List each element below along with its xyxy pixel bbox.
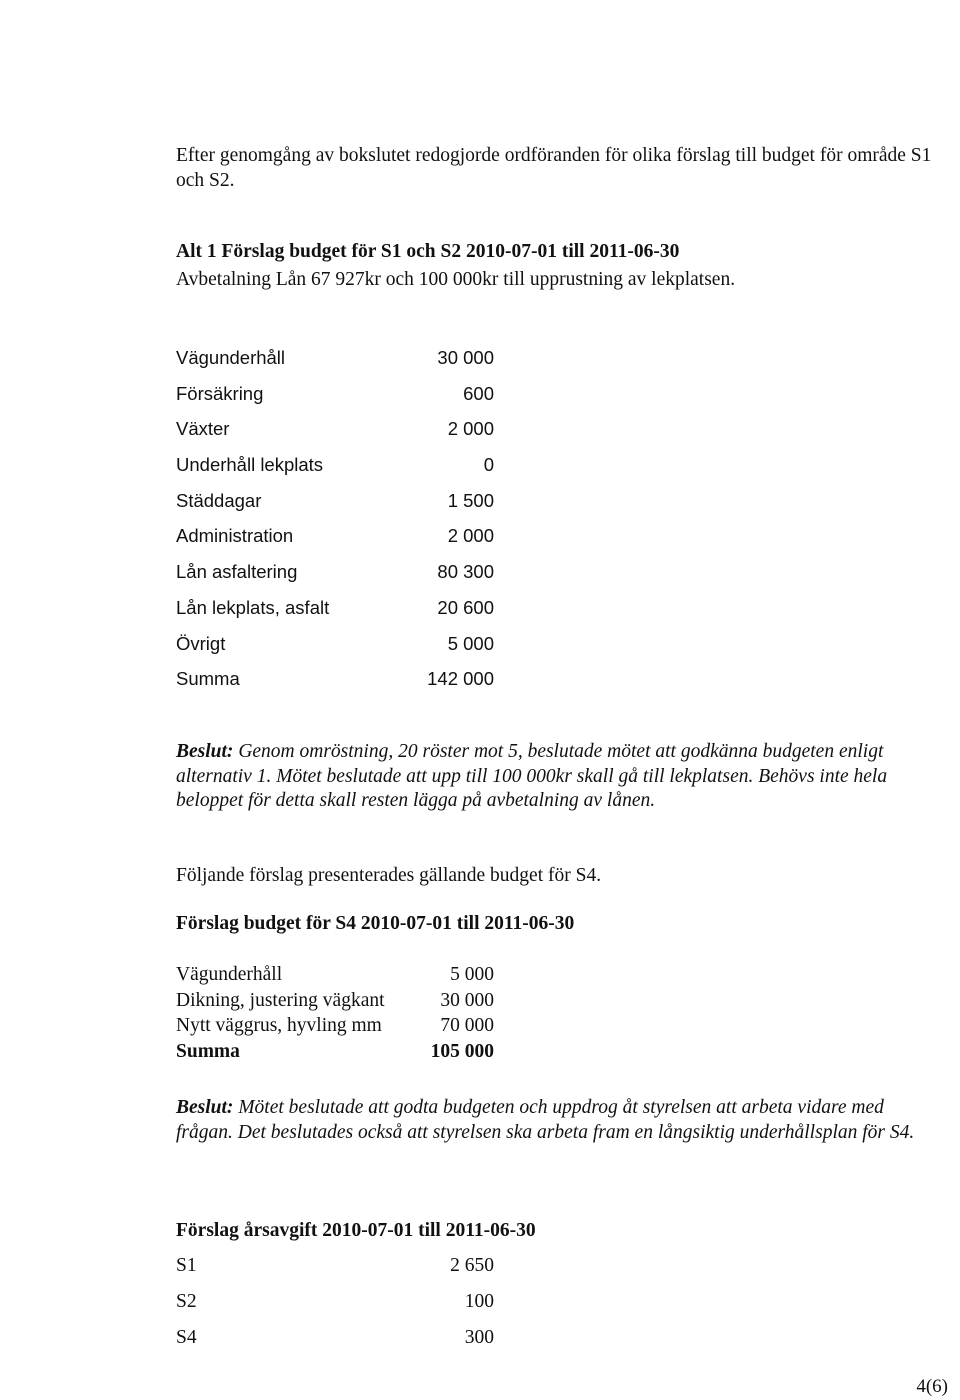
budget-item-name: Städdagar (176, 489, 262, 511)
budget-item-name: Vägunderhåll (176, 964, 283, 985)
budget-item-name: Underhåll lekplats (176, 454, 324, 476)
budget-item-name: Dikning, justering vägkant (176, 989, 385, 1011)
fee-area-name: S1 (176, 1255, 197, 1276)
budget-total-value: 142 000 (427, 668, 494, 690)
budget-item-value: 30 000 (437, 347, 494, 368)
page-number: 4(6) (916, 1376, 948, 1397)
decision-label: Beslut: (176, 741, 234, 762)
fee-area-name: S2 (176, 1291, 197, 1312)
fee-row (176, 1253, 506, 1289)
budget-row (176, 962, 506, 988)
budget-row (176, 451, 506, 487)
budget-item-value: 20 600 (437, 596, 494, 618)
fee-amount: 100 (464, 1291, 494, 1312)
budget-row (176, 522, 506, 558)
fee-area-name: S4 (176, 1327, 197, 1348)
alt1-heading: Alt 1 Förslag budget för S1 och S2 2010-07-01 till 2011-06-30 (176, 241, 680, 262)
budget-item-name: Lån lekplats, asfalt (176, 596, 330, 618)
fee-amount: 300 (464, 1327, 494, 1348)
budget-total-label: Summa (176, 1040, 240, 1062)
decision-text: Genom omröstning, 20 röster mot 5, beslutade mötet att godkänna budgeten enligt alternativ 1. Mötet beslutade att upp till 100 000kr skall gå till lekplatsen. Behövs inte hela beloppet för detta skall resten lägga på avbetalning av lånen. (176, 741, 888, 811)
budget-item-value: 5 000 (447, 632, 494, 654)
budget-total-row (176, 1039, 506, 1065)
budget-row (176, 415, 506, 451)
decision-label: Beslut: (176, 1097, 234, 1118)
fee-heading: Förslag årsavgift 2010-07-01 till 2011-06-30 (176, 1220, 536, 1241)
budget-item-name: Lån asfaltering (176, 561, 298, 583)
s4-intro-paragraph: Följande förslag presenterades gällande budget för S4. (176, 865, 602, 886)
budget-row (176, 344, 506, 380)
fee-amount: 2 650 (450, 1255, 494, 1276)
budget-s4-table (176, 962, 506, 1064)
budget-item-value: 2 000 (447, 525, 494, 547)
alt1-subtext: Avbetalning Lån 67 927kr och 100 000kr till upprustning av lekplatsen. (176, 269, 736, 290)
intro-paragraph: Efter genomgång av bokslutet redogjorde ordföranden för olika förslag till budget för område S1 och S2. (176, 145, 932, 191)
budget-row (176, 594, 506, 630)
fee-row (176, 1325, 506, 1361)
budget-row (176, 1013, 506, 1039)
decision2-paragraph (176, 1096, 936, 1145)
budget-item-name: Nytt väggrus, hyvling mm (176, 1015, 382, 1036)
budget-item-value: 600 (463, 382, 494, 404)
budget-row (176, 630, 506, 666)
budget-item-value: 0 (483, 454, 494, 476)
decision1-paragraph (176, 740, 936, 814)
budget-item-value: 80 300 (437, 561, 494, 583)
budget-item-name: Växter (176, 418, 230, 440)
budget-item-name: Vägunderhåll (176, 347, 286, 368)
fee-row (176, 1289, 506, 1325)
decision-text: Mötet beslutade att godta budgeten och uppdrog åt styrelsen att arbeta vidare med frågan. Det beslutades också att styrelsen ska arbeta fram en långsiktig underhållsplan för S4. (176, 1097, 915, 1143)
budget-item-value: 1 500 (447, 489, 494, 511)
s4-heading: Förslag budget för S4 2010-07-01 till 2011-06-30 (176, 913, 575, 934)
budget-item-value: 70 000 (440, 1015, 494, 1036)
budget-row (176, 487, 506, 523)
budget-total-row (176, 665, 506, 701)
budget-row (176, 558, 506, 594)
budget-item-value: 5 000 (450, 964, 494, 985)
budget-row (176, 380, 506, 416)
annual-fee-table (176, 1253, 506, 1361)
budget-item-value: 30 000 (440, 989, 494, 1011)
budget-s1-s2-table (176, 344, 506, 701)
budget-item-name: Försäkring (176, 382, 264, 404)
budget-row (176, 988, 506, 1014)
budget-item-name: Övrigt (176, 632, 226, 654)
budget-total-label: Summa (176, 668, 240, 690)
budget-item-value: 2 000 (447, 418, 494, 440)
budget-item-name: Administration (176, 525, 294, 547)
budget-total-value: 105 000 (430, 1040, 494, 1062)
